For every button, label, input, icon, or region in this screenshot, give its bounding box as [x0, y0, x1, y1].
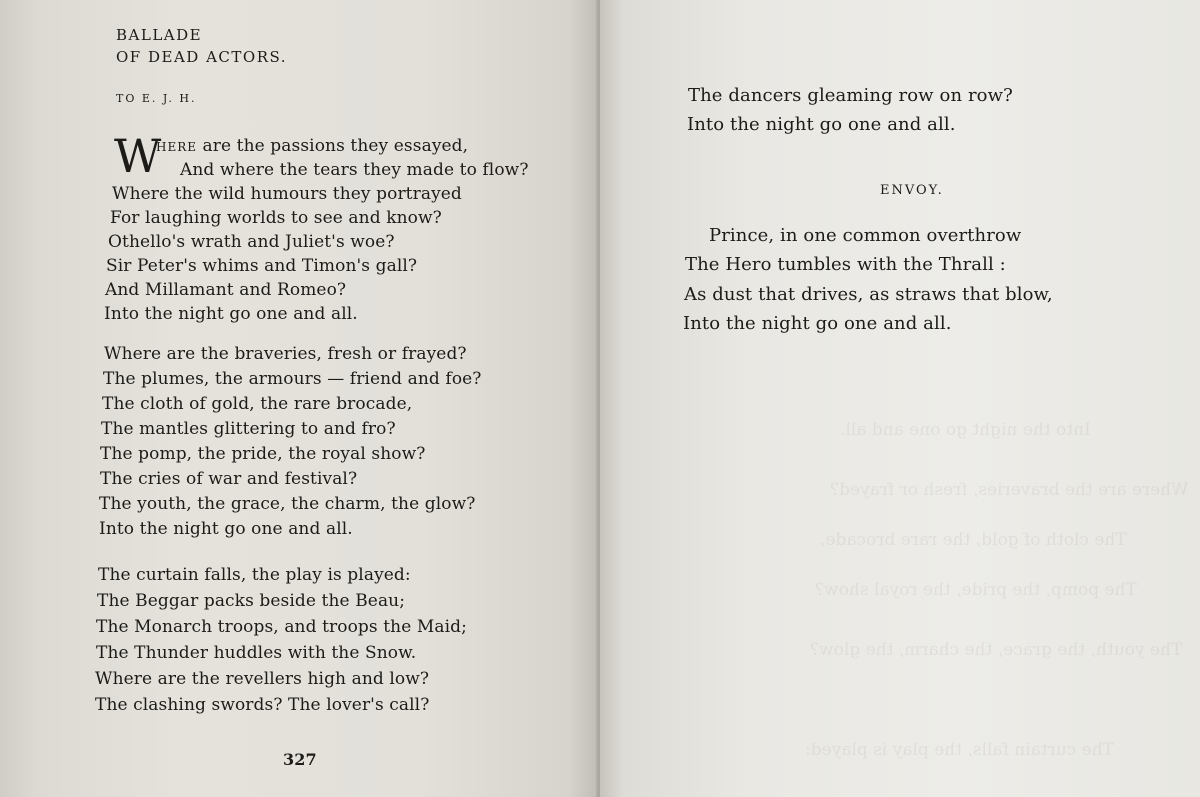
stanza2-line: The pomp, the pride, the royal show? — [100, 444, 426, 464]
stanza2-line: The plumes, the armours — friend and foe? — [103, 369, 482, 389]
stanza1-line: Where the wild humours they portrayed — [112, 184, 462, 204]
stanza1-line: For laughing worlds to see and know? — [110, 208, 442, 228]
stanza1-line: Into the night go one and all. — [104, 304, 358, 324]
dedication: TO E. J. H. — [116, 92, 197, 105]
show-through-text: The pomp, the pride, the royal show? — [815, 580, 1137, 600]
stanza1-line: Sir Peter's whims and Timon's gall? — [106, 256, 418, 276]
drop-cap: W — [114, 129, 162, 183]
poem-title-line-2: OF DEAD ACTORS. — [116, 48, 287, 66]
stanza2-line: The cries of war and festival? — [100, 469, 358, 489]
left-page — [0, 0, 598, 797]
stanza2-line: The cloth of gold, the rare brocade, — [102, 394, 413, 414]
show-through-text: Where are the braveries, fresh or frayed? — [830, 480, 1189, 500]
show-through-text: The youth, the grace, the charm, the glow? — [810, 640, 1183, 660]
envoy-line: Into the night go one and all. — [683, 313, 952, 334]
show-through-text: Into the night go one and all. — [840, 420, 1091, 440]
stanza3-line: The Thunder huddles with the Snow. — [96, 643, 417, 663]
stanza2-line: The mantles glittering to and fro? — [101, 419, 396, 439]
stanza2-line: Into the night go one and all. — [99, 519, 353, 539]
page-number: 327 — [283, 750, 317, 769]
stanza1-line: And where the tears they made to flow? — [180, 160, 529, 180]
continuation-line: The dancers gleaming row on row? — [688, 85, 1013, 106]
envoy-heading: ENVOY. — [880, 183, 944, 198]
show-through-text: The curtain falls, the play is played: — [805, 740, 1114, 760]
stanza3-line: The curtain falls, the play is played: — [98, 565, 411, 585]
stanza1-line: And Millamant and Romeo? — [105, 280, 347, 300]
continuation-line: Into the night go one and all. — [687, 114, 956, 135]
envoy-line: The Hero tumbles with the Thrall : — [685, 254, 1006, 275]
envoy-line: Prince, in one common overthrow — [709, 225, 1022, 246]
stanza3-line: The clashing swords? The lover's call? — [95, 695, 430, 715]
first-line-rest: are the passions they essayed, — [197, 136, 469, 156]
stanza1-line: Othello's wrath and Juliet's woe? — [108, 232, 395, 252]
stanza3-line: Where are the revellers high and low? — [95, 669, 430, 689]
show-through-text: The cloth of gold, the rare brocade, — [820, 530, 1127, 550]
poem-title-line-1: BALLADE — [116, 26, 203, 44]
right-page — [600, 0, 1200, 797]
stanza3-line: The Beggar packs beside the Beau; — [97, 591, 406, 611]
stanza2-line: The youth, the grace, the charm, the glow? — [99, 494, 476, 514]
stanza2-line: Where are the braveries, fresh or frayed? — [104, 344, 467, 364]
stanza3-line: The Monarch troops, and troops the Maid; — [96, 617, 467, 637]
envoy-line: As dust that drives, as straws that blow, — [684, 284, 1053, 305]
first-line — [156, 136, 468, 156]
first-line-smallcaps: HERE — [156, 140, 198, 154]
